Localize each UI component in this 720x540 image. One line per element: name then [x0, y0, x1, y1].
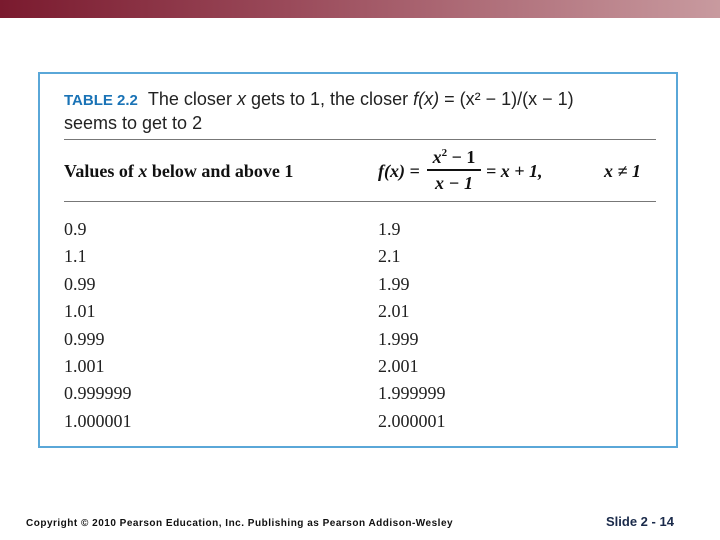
fraction-numerator [427, 146, 481, 168]
fraction-denominator: x − 1 [435, 173, 473, 193]
x-values-column [64, 216, 132, 435]
column-header-x [64, 161, 293, 182]
table-label: TABLE 2.2 [64, 92, 138, 109]
header-variable: x [138, 161, 148, 181]
fx-value-cell: 1.9 [378, 219, 401, 239]
header-fraction [427, 146, 481, 194]
x-value-cell: 1.000001 [64, 410, 132, 431]
header-fx-label: f(x) = [378, 161, 420, 181]
header-top-rule [64, 139, 656, 140]
numerator-exponent: 2 [441, 147, 448, 159]
caption-function: f(x) [413, 89, 440, 109]
fraction-bar [427, 169, 481, 171]
fx-value-cell: 1.999999 [378, 383, 446, 404]
header-text-a: Values of [64, 161, 134, 181]
numerator-base: x [432, 147, 442, 167]
x-value-cell: 0.99 [64, 273, 96, 294]
fx-value-cell: 1.999 [378, 328, 419, 349]
caption-text-a: The closer [147, 89, 232, 109]
column-header-fx [378, 146, 658, 194]
x-value-cell: 1.01 [64, 301, 96, 322]
caption-expression: = (x² − 1)/(x − 1) [444, 89, 574, 109]
x-value-cell: 1.1 [64, 246, 87, 267]
fx-value-cell: 2.000001 [378, 410, 446, 431]
table-panel [38, 72, 678, 448]
fx-value-cell: 2.001 [378, 355, 419, 376]
fx-value-cell: 1.99 [378, 273, 410, 294]
table-caption [64, 88, 664, 134]
header-bottom-rule [64, 201, 656, 202]
copyright-notice: Copyright © 2010 Pearson Education, Inc. Publishing as Pearson Addison-Wesley [26, 518, 454, 529]
caption-text-b: gets to 1, the closer [250, 89, 409, 109]
fx-value-cell: 2.1 [378, 246, 401, 267]
slide-number: Slide 2 - 14 [606, 514, 674, 529]
caption-line-2: seems to get to 2 [64, 113, 203, 133]
numerator-rest: − 1 [447, 147, 476, 167]
x-value-cell: 0.999999 [64, 383, 132, 404]
header-condition: x ≠ 1 [604, 161, 641, 181]
header-simplified: = x + 1, [486, 161, 543, 181]
caption-variable: x [236, 89, 246, 109]
fx-values-column [378, 216, 446, 435]
header-text-b: below and above 1 [151, 161, 294, 181]
title-band [0, 0, 720, 18]
fx-value-cell: 2.01 [378, 301, 410, 322]
x-value-cell: 0.999 [64, 328, 105, 349]
x-value-cell: 0.9 [64, 219, 87, 239]
x-value-cell: 1.001 [64, 355, 105, 376]
